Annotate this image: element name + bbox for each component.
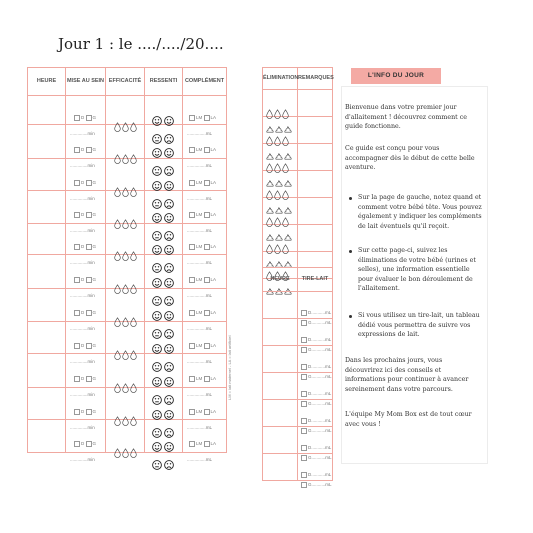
poop-icon [275, 234, 283, 241]
pump-row [263, 292, 333, 319]
drop-icon [130, 122, 137, 132]
checkbox-right[interactable] [74, 147, 80, 153]
pump-amount-cell[interactable]: D...........mL G...........mL [298, 454, 333, 481]
feeling-scale [151, 145, 179, 181]
feeling-scale [151, 178, 179, 214]
feeling-scale [151, 341, 179, 377]
drop-icon [122, 317, 129, 327]
happy-face-icon[interactable] [164, 344, 174, 354]
pump-amount-cell[interactable]: D...........mL G...........mL [298, 292, 333, 319]
info-bullet-2: Sur cette page-ci, suivez les éliminations de votre bébé (urines et selles), une information essentielle pour évaluer le bon déroulement de l'allaitement. [358, 247, 476, 292]
remarks-cell[interactable] [298, 171, 333, 198]
drop-scale [106, 119, 144, 137]
poop-icon [284, 234, 292, 241]
checkbox-lm[interactable] [189, 277, 195, 283]
drop-icon [282, 244, 289, 254]
supplement-cell[interactable]: LM LA ...............mL [183, 289, 227, 322]
breast-cell[interactable]: D G ..............min [66, 255, 106, 289]
checkbox-lm[interactable] [189, 376, 195, 382]
info-paragraph-3: Dans les prochains jours, vous découvrirez ici des conseils et informations pour continuer à avancer sereinement dans votre parcours. [345, 357, 469, 393]
happy-face-icon[interactable] [152, 148, 162, 158]
drop-scale [106, 248, 144, 266]
checkbox-right[interactable] [74, 277, 80, 283]
pump-time-cell[interactable] [263, 454, 298, 481]
drop-icon [274, 244, 281, 254]
checkbox-lm[interactable] [189, 244, 195, 250]
checkbox-left[interactable] [86, 409, 92, 415]
elimination-table [262, 67, 333, 279]
neutral-face-icon[interactable] [152, 134, 162, 144]
poop-icon [266, 180, 274, 187]
neutral-face-icon[interactable] [152, 460, 162, 470]
checkbox-la[interactable] [204, 244, 210, 250]
drop-icon [114, 251, 121, 261]
checkbox-la[interactable] [204, 147, 210, 153]
happy-face-icon[interactable] [164, 377, 174, 387]
sad-face-icon[interactable] [164, 362, 174, 372]
checkbox-lm[interactable] [189, 343, 195, 349]
checkbox-lm[interactable] [189, 441, 195, 447]
happy-face-icon[interactable] [164, 116, 174, 126]
header-feeling: RESSENTI [145, 68, 183, 96]
happy-face-icon[interactable] [152, 278, 162, 288]
checkbox-la[interactable] [204, 409, 210, 415]
neutral-face-icon[interactable] [152, 362, 162, 372]
pump-time-cell[interactable] [263, 346, 298, 373]
time-cell[interactable] [28, 191, 66, 224]
header-breastfeeding: MISE AU SEIN [66, 68, 106, 96]
checkbox-lm[interactable] [189, 115, 195, 121]
checkbox-lm[interactable] [189, 409, 195, 415]
time-cell[interactable] [28, 125, 66, 159]
neutral-face-icon[interactable] [152, 263, 162, 273]
happy-face-icon[interactable] [152, 442, 162, 452]
supplement-cell[interactable]: LM LA ...............mL [183, 191, 227, 224]
sad-face-icon[interactable] [164, 166, 174, 176]
drop-scale [106, 184, 144, 202]
page-title: Jour 1 : le ..../..../20.... [58, 35, 224, 53]
elimination-row [263, 90, 333, 117]
drop-icon [122, 251, 129, 261]
checkbox-la[interactable] [204, 115, 210, 121]
bullet-dot [349, 197, 352, 200]
checkbox-lm[interactable] [189, 147, 195, 153]
pump-time-cell[interactable] [263, 319, 298, 346]
checkbox-left[interactable] [86, 244, 92, 250]
checkbox-left[interactable] [86, 376, 92, 382]
checkbox-right[interactable] [301, 364, 307, 370]
breast-cell[interactable]: D G ..............min [66, 420, 106, 453]
checkbox-la[interactable] [204, 376, 210, 382]
checkbox-left[interactable] [86, 212, 92, 218]
happy-face-icon[interactable] [152, 311, 162, 321]
poop-icon [266, 126, 274, 133]
drop-icon [122, 383, 129, 393]
feeling-scale [151, 439, 179, 475]
breast-cell[interactable]: D G ..............min [66, 354, 106, 388]
happy-face-icon[interactable] [152, 245, 162, 255]
sad-face-icon[interactable] [164, 231, 174, 241]
drop-icon [130, 251, 137, 261]
drop-scale [106, 380, 144, 398]
neutral-face-icon[interactable] [152, 329, 162, 339]
checkbox-right[interactable] [74, 409, 80, 415]
drop-icon [266, 163, 273, 173]
info-bullet-1: Sur la page de gauche, notez quand et comment votre bébé tête. Vous pouvez également y indiquer les compléments de lait éventuels qu'il reçoit. [358, 194, 482, 230]
checkbox-la[interactable] [204, 212, 210, 218]
checkbox-right[interactable] [301, 418, 307, 424]
header-efficiency: EFFICACITÉ [106, 68, 145, 96]
happy-face-icon[interactable] [152, 213, 162, 223]
time-cell[interactable] [28, 96, 66, 125]
happy-face-icon[interactable] [164, 245, 174, 255]
info-header: L'INFO DU JOUR [351, 68, 441, 84]
time-cell[interactable] [28, 289, 66, 322]
poop-icon [284, 207, 292, 214]
feeling-scale [151, 275, 179, 311]
drop-icon [122, 416, 129, 426]
drop-scale [106, 216, 144, 234]
drop-icon [114, 154, 121, 164]
checkbox-right[interactable] [301, 391, 307, 397]
checkbox-left[interactable] [301, 401, 307, 407]
happy-face-icon[interactable] [164, 442, 174, 452]
info-paragraph-2: Ce guide est conçu pour vous accompagner dès le début de cette belle aventure. [345, 145, 475, 171]
drop-icon [114, 187, 121, 197]
sad-face-icon[interactable] [164, 329, 174, 339]
neutral-face-icon[interactable] [152, 199, 162, 209]
poop-icon [284, 126, 292, 133]
pump-time-cell[interactable] [263, 373, 298, 400]
pump-time-cell[interactable] [263, 292, 298, 319]
checkbox-left[interactable] [301, 347, 307, 353]
pump-amount-cell[interactable]: D...........mL G...........mL [298, 427, 333, 454]
sad-face-icon[interactable] [164, 199, 174, 209]
checkbox-right[interactable] [74, 343, 80, 349]
poop-icon [284, 153, 292, 160]
neutral-face-icon[interactable] [152, 231, 162, 241]
time-cell[interactable] [28, 224, 66, 255]
drop-icon [122, 154, 129, 164]
bullet-dot [349, 315, 352, 318]
drop-icon [130, 219, 137, 229]
drop-icon [282, 163, 289, 173]
drop-icon [114, 448, 121, 458]
drop-icon [114, 416, 121, 426]
checkbox-right[interactable] [74, 441, 80, 447]
checkbox-la[interactable] [204, 310, 210, 316]
feeling-scale [151, 210, 179, 246]
happy-face-icon[interactable] [164, 148, 174, 158]
drop-scale [106, 151, 144, 169]
supplement-cell[interactable]: LM LA ...............mL [183, 420, 227, 453]
poop-icon [266, 153, 274, 160]
checkbox-left[interactable] [301, 455, 307, 461]
time-cell[interactable] [28, 354, 66, 388]
supplement-cell[interactable]: LM LA ...............mL [183, 125, 227, 159]
sad-face-icon[interactable] [164, 296, 174, 306]
sad-face-icon[interactable] [164, 460, 174, 470]
drop-icon [130, 187, 137, 197]
feeding-log-table [27, 67, 227, 462]
feeling-scale [151, 407, 179, 443]
checkbox-left[interactable] [86, 310, 92, 316]
drop-icon [282, 190, 289, 200]
drop-icon [122, 448, 129, 458]
drop-icon [130, 350, 137, 360]
remarks-cell[interactable] [298, 198, 333, 225]
checkbox-la[interactable] [204, 343, 210, 349]
supplement-cell[interactable]: LM LA ...............mL [183, 354, 227, 388]
checkbox-lm[interactable] [189, 310, 195, 316]
drop-icon [122, 122, 129, 132]
pump-amount-cell[interactable]: D...........mL G...........mL [298, 400, 333, 427]
feeding-row [28, 96, 227, 125]
neutral-face-icon[interactable] [152, 166, 162, 176]
drop-icon [114, 383, 121, 393]
drop-icon [114, 219, 121, 229]
checkbox-right[interactable] [301, 472, 307, 478]
supplement-cell[interactable]: LM LA ...............mL [183, 224, 227, 255]
drop-scale [106, 347, 144, 365]
remarks-cell[interactable] [298, 144, 333, 171]
sad-face-icon[interactable] [164, 134, 174, 144]
pump-time-cell[interactable] [263, 400, 298, 427]
info-signoff: L'équipe My Mom Box est de tout cœur avec vous ! [345, 411, 472, 428]
remarks-cell[interactable] [298, 117, 333, 144]
happy-face-icon[interactable] [164, 410, 174, 420]
checkbox-left[interactable] [86, 115, 92, 121]
pump-amount-cell[interactable]: D...........mL G...........mL [298, 373, 333, 400]
drop-icon [266, 244, 273, 254]
checkbox-lm[interactable] [189, 180, 195, 186]
drop-icon [274, 136, 281, 146]
time-cell[interactable] [28, 255, 66, 289]
checkbox-right[interactable] [74, 180, 80, 186]
drop-icon [130, 317, 137, 327]
poop-icon [275, 180, 283, 187]
checkbox-left[interactable] [301, 374, 307, 380]
drop-icon [114, 317, 121, 327]
legend-note: LM = lait maternel - LA = lait artificiel [227, 335, 232, 400]
drop-scale [106, 413, 144, 431]
checkbox-right[interactable] [74, 310, 80, 316]
drop-scale [106, 281, 144, 299]
feeling-scale [151, 374, 179, 410]
sad-face-icon[interactable] [164, 263, 174, 273]
drop-scale [106, 445, 144, 463]
checkbox-right[interactable] [301, 310, 307, 316]
drop-icon [114, 122, 121, 132]
efficiency-cell[interactable] [106, 96, 145, 125]
drop-scale [106, 314, 144, 332]
breast-pump-table [262, 267, 333, 488]
poop-icon [275, 126, 283, 133]
breast-cell[interactable]: D G ..............min [66, 159, 106, 191]
feeling-cell[interactable] [145, 96, 183, 125]
breast-cell[interactable]: D G ..............min [66, 224, 106, 255]
checkbox-right[interactable] [74, 244, 80, 250]
pump-time-cell[interactable] [263, 427, 298, 454]
feeling-scale [151, 308, 179, 344]
drop-icon [130, 154, 137, 164]
drop-icon [274, 217, 281, 227]
drop-icon [122, 350, 129, 360]
poop-icon [266, 207, 274, 214]
feeling-scale [151, 242, 179, 278]
checkbox-left[interactable] [86, 147, 92, 153]
drop-icon [266, 217, 273, 227]
checkbox-la[interactable] [204, 441, 210, 447]
happy-face-icon[interactable] [164, 213, 174, 223]
breast-cell[interactable]: D G ..............min [66, 388, 106, 420]
header-supplement: COMPLÉMENT [183, 68, 227, 96]
info-intro: Bienvenue dans votre premier jour d'allaitement ! découvrez comment ce guide fonctionne. [345, 104, 467, 130]
neutral-face-icon[interactable] [152, 296, 162, 306]
supplement-cell[interactable]: LM LA ...............mL [183, 388, 227, 420]
neutral-face-icon[interactable] [152, 395, 162, 405]
happy-face-icon[interactable] [152, 410, 162, 420]
header-pump-time: HEURE [263, 268, 298, 292]
poop-icon [275, 153, 283, 160]
happy-face-icon[interactable] [164, 311, 174, 321]
checkbox-right[interactable] [301, 445, 307, 451]
breast-cell[interactable]: D G ..............min [66, 289, 106, 322]
drop-icon [282, 136, 289, 146]
drop-icon [130, 448, 137, 458]
neutral-face-icon[interactable] [152, 428, 162, 438]
supplement-cell[interactable]: LM LA ...............mL [183, 96, 227, 125]
poop-icon [275, 207, 283, 214]
drop-icon [274, 190, 281, 200]
checkbox-left[interactable] [86, 277, 92, 283]
checkbox-right[interactable] [301, 337, 307, 343]
sad-face-icon[interactable] [164, 395, 174, 405]
drop-icon [274, 163, 281, 173]
breast-cell[interactable]: D G ..............min [66, 96, 106, 125]
checkbox-la[interactable] [204, 277, 210, 283]
drop-icon [282, 109, 289, 119]
checkbox-lm[interactable] [189, 212, 195, 218]
supplement-cell[interactable]: LM LA ...............mL [183, 322, 227, 354]
header-time: HEURE [28, 68, 66, 96]
happy-face-icon[interactable] [152, 116, 162, 126]
header-elimination: ÉLIMINATION [263, 68, 298, 90]
header-remarks: REMARQUES [298, 68, 333, 90]
drop-icon [114, 350, 121, 360]
drop-icon [122, 284, 129, 294]
drop-icon [130, 284, 137, 294]
checkbox-right[interactable] [74, 115, 80, 121]
drop-icon [266, 136, 273, 146]
happy-face-icon[interactable] [164, 278, 174, 288]
sad-face-icon[interactable] [164, 428, 174, 438]
time-cell[interactable] [28, 159, 66, 191]
bullet-dot [349, 250, 352, 253]
drop-icon [130, 416, 137, 426]
drop-icon [114, 284, 121, 294]
drop-icon [266, 190, 273, 200]
poop-icon [266, 234, 274, 241]
remarks-cell[interactable] [298, 90, 333, 117]
breast-cell[interactable]: D G ..............min [66, 191, 106, 224]
happy-face-icon[interactable] [152, 344, 162, 354]
checkbox-la[interactable] [204, 180, 210, 186]
checkbox-left[interactable] [86, 441, 92, 447]
happy-face-icon[interactable] [152, 181, 162, 191]
checkbox-right[interactable] [74, 212, 80, 218]
checkbox-left[interactable] [86, 343, 92, 349]
drop-icon [130, 383, 137, 393]
happy-face-icon[interactable] [152, 377, 162, 387]
checkbox-left[interactable] [86, 180, 92, 186]
header-pump: TIRE-LAIT [298, 268, 333, 292]
time-cell[interactable] [28, 322, 66, 354]
drop-icon [282, 217, 289, 227]
checkbox-left[interactable] [301, 320, 307, 326]
time-cell[interactable] [28, 388, 66, 420]
breast-cell[interactable]: D G ..............min [66, 322, 106, 354]
breast-cell[interactable]: D G ..............min [66, 125, 106, 159]
info-bullet-3: Si vous utilisez un tire-lait, un tableau dédié vous permettra de suivre vos expressions de lait. [358, 312, 480, 338]
checkbox-right[interactable] [74, 376, 80, 382]
supplement-cell[interactable]: LM LA ...............mL [183, 159, 227, 191]
drop-icon [122, 187, 129, 197]
drop-icon [266, 109, 273, 119]
poop-icon [284, 180, 292, 187]
remarks-cell[interactable] [298, 225, 333, 252]
time-cell[interactable] [28, 420, 66, 453]
happy-face-icon[interactable] [164, 181, 174, 191]
elimination-cell[interactable] [263, 90, 298, 117]
supplement-cell[interactable]: LM LA ...............mL [183, 255, 227, 289]
pump-amount-cell[interactable]: D...........mL G...........mL [298, 319, 333, 346]
pump-amount-cell[interactable]: D...........mL G...........mL [298, 346, 333, 373]
checkbox-left[interactable] [301, 482, 307, 488]
drop-icon [122, 219, 129, 229]
checkbox-left[interactable] [301, 428, 307, 434]
drop-icon [274, 109, 281, 119]
